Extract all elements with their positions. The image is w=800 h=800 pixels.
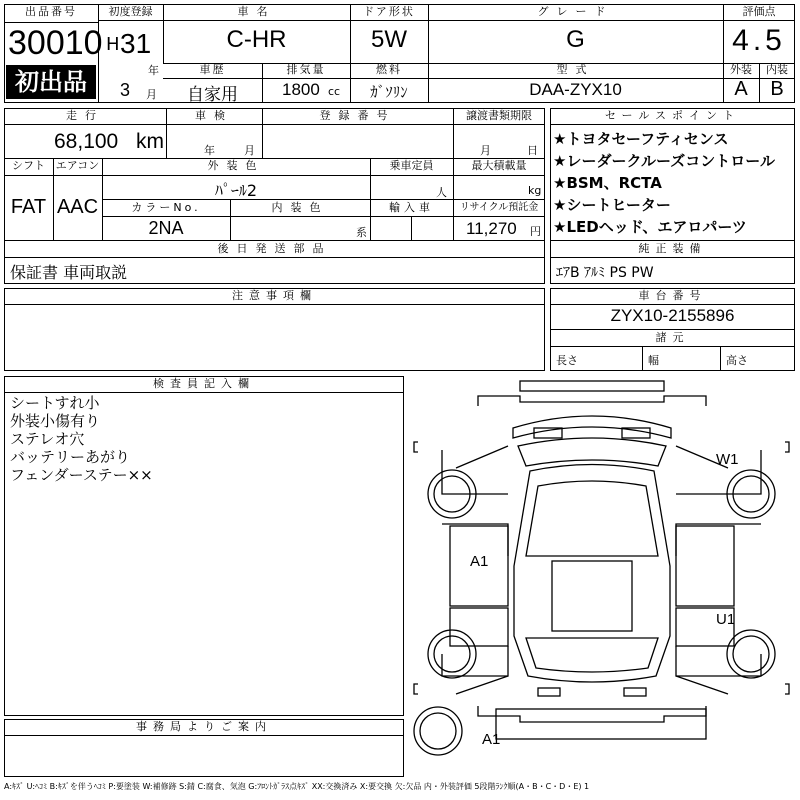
capacity-unit: 人 [436, 186, 447, 199]
registration-month-unit: 月 [146, 88, 157, 101]
displacement-unit: cc [328, 85, 341, 98]
inspection-year-unit: 年 [204, 144, 215, 157]
dimensions-header: 諸元 [655, 331, 690, 344]
door-header: ドア形状 [363, 5, 415, 18]
registration-year-unit: 年 [148, 64, 159, 77]
equipment: ｴｱB ｱﾙﾐ PS PW [556, 265, 654, 281]
score: 4.5 [732, 24, 786, 57]
interior-color-header: 内装色 [271, 201, 329, 214]
inspector-note: バッテリーあがり [10, 448, 131, 466]
grade-header: グレード [537, 5, 614, 18]
registration-month: 3 [120, 80, 131, 100]
recycle-header: リサイクル預託金 [459, 202, 539, 213]
sales-point: ★シートヒーター [553, 196, 671, 214]
sales-point: ★BSM、RCTA [553, 174, 662, 192]
displacement-header: 排気量 [286, 63, 326, 76]
recycle-fee-unit: 円 [530, 225, 541, 238]
shift-header: シフト [12, 159, 45, 172]
exterior-color: ﾊﾟｰﾙ2 [214, 181, 258, 200]
mileage-header: 走行 [66, 109, 104, 122]
capacity-header: 乗車定員 [389, 159, 434, 172]
damage-mark: U1 [716, 611, 736, 628]
inspection-month-unit: 月 [244, 144, 255, 157]
car-name-header: 車名 [237, 5, 276, 18]
exterior-color-header: 外装色 [207, 159, 265, 172]
history-header: 車歴 [199, 63, 226, 76]
sales-points-list [553, 128, 775, 238]
inspector-note: シートすれ小 [10, 394, 100, 412]
interior-score: B [770, 78, 784, 100]
first-listing-badge: 初出品 [6, 65, 96, 99]
model-header: 型式 [556, 63, 595, 76]
height-label: 高さ [726, 354, 748, 367]
car-name: C-HR [226, 26, 287, 53]
registration-header: 初度登録 [108, 5, 153, 18]
damage-mark: A1 [482, 731, 501, 748]
inspector-note: ステレオ穴 [10, 430, 85, 448]
inspector-header: 検査員記入欄 [153, 377, 255, 390]
office-header: 事務局よりご案内 [136, 720, 272, 733]
recycle-fee: 11,270 [466, 219, 517, 238]
car-diagram [408, 376, 795, 777]
transfer-header: 譲渡書類期限 [466, 109, 532, 122]
registration-year: 31 [120, 28, 152, 59]
inspector-note: フェンダーステー×× [10, 466, 153, 484]
grade: G [566, 26, 585, 53]
car-diagram-panel [408, 376, 795, 777]
later-parts: 保証書 車両取説 [10, 263, 128, 282]
equipment-header: 純正装備 [638, 242, 707, 255]
sales-point: ★レーダークルーズコントロール [553, 152, 775, 170]
inspector-note: 外装小傷有り [10, 412, 101, 430]
interior-color-unit: 系 [356, 226, 367, 239]
load-header: 最大積載量 [471, 159, 527, 172]
lot-number-header: 出品番号 [25, 5, 77, 18]
chassis-header: 車台番号 [638, 289, 707, 302]
exterior-score-header: 外装 [730, 63, 752, 76]
color-no: 2NA [148, 218, 184, 238]
inspection-header: 車検 [195, 109, 233, 122]
mileage: 68,100 [54, 130, 119, 153]
damage-mark: W1 [716, 451, 739, 468]
sales-point: ★トヨタセーフティセンス [553, 130, 729, 148]
legend: A:ｷｽﾞ U:ﾍｺﾐ B:ｷｽﾞを伴うﾍｺﾐ P:要塗装 W:補修跡 S:錆 C:腐食、気泡 G:ﾌﾛﾝﾄｶﾞﾗｽ点ｷｽﾞ XX:交換済み X:要交換 欠:欠品 内・外装評価 5段階ﾗﾝｸ順(A・B・C・D・E) 1 [4, 782, 590, 791]
exterior-score: A [734, 78, 748, 100]
chassis-number: ZYX10-2155896 [610, 306, 735, 325]
registration-era: H [106, 34, 120, 55]
length-label: 長さ [556, 354, 578, 367]
load-unit: kg [528, 184, 542, 197]
sales-points-header: セールスポイント [604, 109, 740, 122]
aircon-header: エアコン [55, 159, 100, 172]
transfer-day-unit: 日 [527, 144, 538, 157]
aircon: AAC [56, 196, 99, 218]
notes-header: 注意事項欄 [232, 289, 317, 302]
damage-mark: A1 [470, 553, 489, 570]
fuel-header: 燃料 [376, 63, 402, 76]
score-header: 評価点 [742, 5, 776, 18]
door-type: 5W [371, 26, 407, 53]
shift: FAT [10, 196, 47, 218]
inspector-notes [10, 394, 153, 484]
plate-header: 登録番号 [319, 109, 396, 122]
displacement: 1800 [282, 80, 320, 99]
history: 自家用 [187, 85, 238, 105]
color-no-header: カラーNo. [131, 201, 201, 214]
lot-number: 30010 [8, 24, 103, 62]
mileage-unit: km [136, 130, 164, 153]
width-label: 幅 [648, 354, 659, 367]
import-header: 輸入車 [389, 201, 434, 214]
sales-point: ★LEDヘッド、エアロパーツ [553, 218, 747, 236]
fuel: ｶﾞｿﾘﾝ [370, 83, 408, 101]
transfer-month-unit: 月 [480, 144, 491, 157]
interior-score-header: 内装 [766, 63, 788, 76]
model: DAA-ZYX10 [529, 80, 622, 99]
later-parts-header: 後日発送部品 [217, 242, 332, 255]
